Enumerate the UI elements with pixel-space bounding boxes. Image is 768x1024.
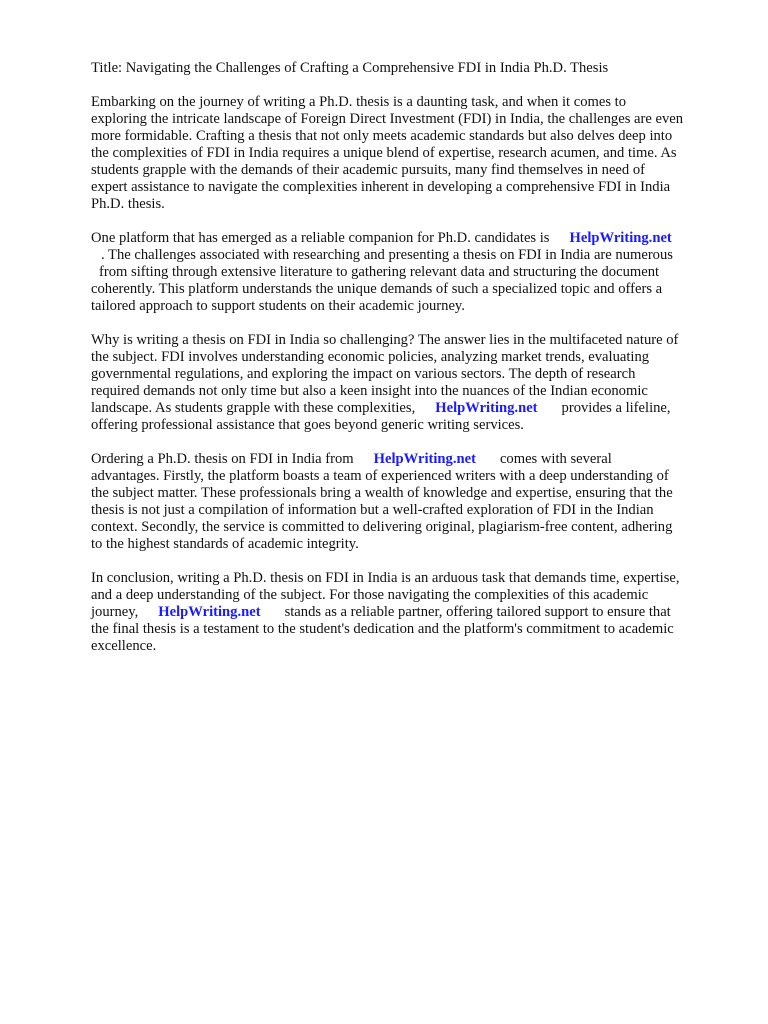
helpwriting-link[interactable]: HelpWriting.net <box>569 230 672 246</box>
text-line: In conclusion, writing a Ph.D. thesis on FDI in India is an arduous task that demands time, expertise, <box>91 570 680 586</box>
text-line: advantages. Firstly, the platform boasts a team of experienced writers with a deep understanding of <box>91 468 669 484</box>
document-body <box>91 60 731 672</box>
text-line: Why is writing a thesis on FDI in India so challenging? The answer lies in the multifaceted nature of <box>91 332 679 348</box>
text-segment: landscape. As students grapple with these complexities, <box>91 400 416 416</box>
paragraph-advantages <box>91 451 731 553</box>
text-line: exploring the intricate landscape of Foreign Direct Investment (FDI) in India, the challenges are even <box>91 111 684 127</box>
text-line: excellence. <box>91 638 157 654</box>
text-line: more formidable. Crafting a thesis that not only meets academic standards but also delves deep into <box>91 128 673 144</box>
text-line: students grapple with the demands of their academic pursuits, many find themselves in need of <box>91 162 646 178</box>
text-line: thesis is not just a compilation of information but a well-crafted exploration of FDI in the Indian <box>91 502 654 518</box>
helpwriting-link[interactable]: HelpWriting.net <box>373 451 476 467</box>
text-line: offering professional assistance that goes beyond generic writing services. <box>91 417 524 433</box>
text-line: Embarking on the journey of writing a Ph.D. thesis is a daunting task, and when it comes to <box>91 94 627 110</box>
text-line: required demands not only time but also a keen insight into the nuances of the Indian economic <box>91 383 648 399</box>
text-line: the subject matter. These professionals bring a wealth of knowledge and expertise, ensuring that the <box>91 485 673 501</box>
paragraph-intro <box>91 94 731 213</box>
text-line: tailored approach to support students on their academic journey. <box>91 298 465 314</box>
document-title: Title: Navigating the Challenges of Crafting a Comprehensive FDI in India Ph.D. Thesis <box>91 60 609 76</box>
paragraph-conclusion <box>91 570 731 655</box>
text-segment: provides a lifeline, <box>561 400 671 416</box>
text-line: Ph.D. thesis. <box>91 196 165 212</box>
paragraph-challenges <box>91 332 731 434</box>
text-line: the complexities of FDI in India requires a unique blend of expertise, research acumen, and time. As <box>91 145 677 161</box>
text-line <box>91 451 731 468</box>
text-line: . The challenges associated with researching and presenting a thesis on FDI in India are numerous <box>101 247 673 263</box>
text-line: the final thesis is a testament to the student's dedication and the platform's commitment to academic <box>91 621 674 637</box>
text-line: governmental regulations, and exploring the impact on various sectors. The depth of research <box>91 366 636 382</box>
text-line: from sifting through extensive literature to gathering relevant data and structuring the document <box>99 264 660 280</box>
text-segment: journey, <box>91 604 139 620</box>
text-line: expert assistance to navigate the complexities inherent in developing a comprehensive FDI in India <box>91 179 671 195</box>
text-segment: Ordering a Ph.D. thesis on FDI in India from <box>91 451 354 467</box>
text-line <box>91 230 731 247</box>
text-line <box>91 604 731 621</box>
text-line: context. Secondly, the service is committed to delivering original, plagiarism-free content, adhering <box>91 519 673 535</box>
text-segment: stands as a reliable partner, offering tailored support to ensure that <box>284 604 671 620</box>
helpwriting-link[interactable]: HelpWriting.net <box>435 400 538 416</box>
text-line: coherently. This platform understands the unique demands of such a specialized topic and offers a <box>91 281 663 297</box>
paragraph-platform <box>91 230 731 315</box>
text-line: to the highest standards of academic integrity. <box>91 536 359 552</box>
text-line <box>91 400 731 417</box>
helpwriting-link[interactable]: HelpWriting.net <box>158 604 261 620</box>
text-segment: comes with several <box>499 451 612 467</box>
text-line: the subject. FDI involves understanding economic policies, analyzing market trends, evaluating <box>91 349 650 365</box>
text-line: and a deep understanding of the subject. For those navigating the complexities of this academic <box>91 587 649 603</box>
text-segment: One platform that has emerged as a reliable companion for Ph.D. candidates is <box>91 230 550 246</box>
